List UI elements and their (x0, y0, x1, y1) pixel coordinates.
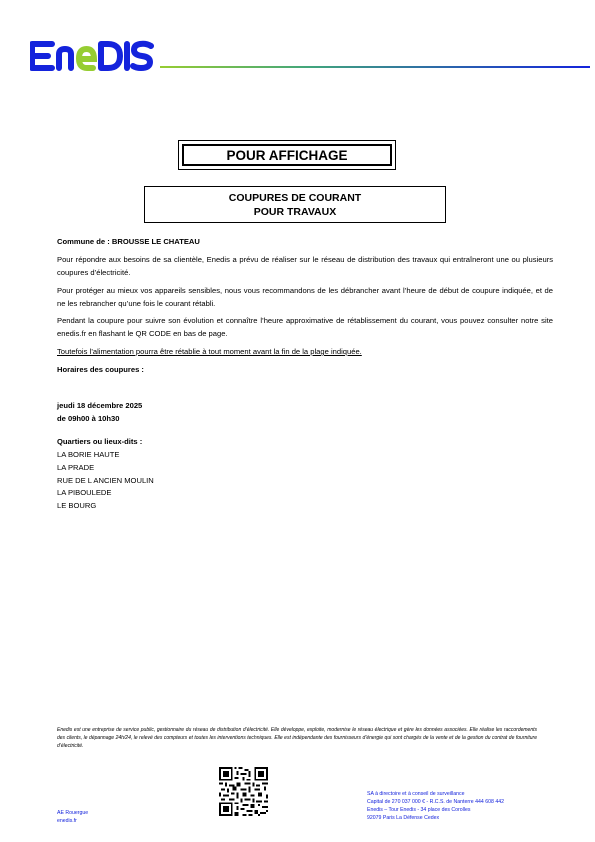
footer-company-line: 92079 Paris La Défense Cedex (367, 815, 440, 821)
footer-left (57, 809, 88, 825)
footer-website-link[interactable]: enedis.fr (57, 818, 77, 824)
footer-company-line: Enedis – Tour Enedis - 34 place des Corolles (367, 807, 471, 813)
quartier-item: LE BOURG (57, 501, 97, 510)
affichage-frame (178, 140, 396, 170)
quartier-item: LA BORIE HAUTE (57, 450, 120, 459)
notice-title-box (144, 186, 446, 223)
notice-title-line1: COUPURES DE COURANT (228, 191, 362, 204)
quartier-item: RUE DE L ANCIEN MOULIN (57, 476, 154, 485)
footer-company-info (367, 790, 504, 822)
quartier-item: LA PRADE (57, 463, 95, 472)
qr-code[interactable] (219, 767, 268, 816)
horaires-label: Horaires des coupures : (57, 365, 144, 374)
notice-title-line2: POUR TRAVAUX (253, 205, 337, 218)
paragraph-appareils: Pour protéger au mieux vos appareils sensibles, nous vous recommandons de les débrancher avant l’heure de début de coupure indiquée, et de ne les rebrancher qu’une fois le courant rétabli. (57, 286, 553, 308)
schedule-time: de 09h00 à 10h30 (57, 414, 120, 423)
footer-company-line: Capital de 270 037 000 € - R.C.S. de Nanterre 444 608 442 (367, 799, 504, 805)
footer-company-line: SA à directoire et à conseil de surveillance (367, 791, 465, 797)
enedis-logo (30, 40, 155, 72)
affichage-title: POUR AFFICHAGE (182, 144, 392, 166)
paragraph-qr-code: Pendant la coupure pour suivre son évolution et connaître l’heure approximative de rétablissement du courant, vous pouvez consulter notre site enedis.fr en flashant le QR CODE en bas de page. (57, 316, 553, 338)
schedule-date: jeudi 18 décembre 2025 (57, 401, 143, 410)
brand-gradient-line (160, 66, 590, 68)
quartier-item: LA PIBOULEDE (57, 488, 112, 497)
paragraph-besoins: Pour répondre aux besoins de sa clientèle, Enedis a prévu de réaliser sur le réseau de distribution des travaux qui entraîneront une ou plusieurs coupures d’électricité. (57, 255, 553, 277)
warning-text: Toutefois l’alimentation pourra être rétablie à tout moment avant la fin de la plage indiquée. (57, 347, 362, 356)
footer-legal-text: Enedis est une entreprise de service public, gestionnaire du réseau de distribution d’électricité. Elle développe, exploite, modernise le réseau électrique et gère les données associées. Elle réalise les raccordements des clients, le dépannage 24h/24, le relevé des compteurs et toutes les interventions techniques. Elle est indépendante des fournisseurs d’énergie qui sont chargés de la vente et de la gestion du contrat de fourniture d’électricité. (57, 727, 537, 749)
commune: Commune de : BROUSSE LE CHATEAU (57, 237, 200, 246)
footer-region: AE Rouergue (57, 810, 89, 816)
quartiers-label: Quartiers ou lieux-dits : (57, 437, 143, 446)
